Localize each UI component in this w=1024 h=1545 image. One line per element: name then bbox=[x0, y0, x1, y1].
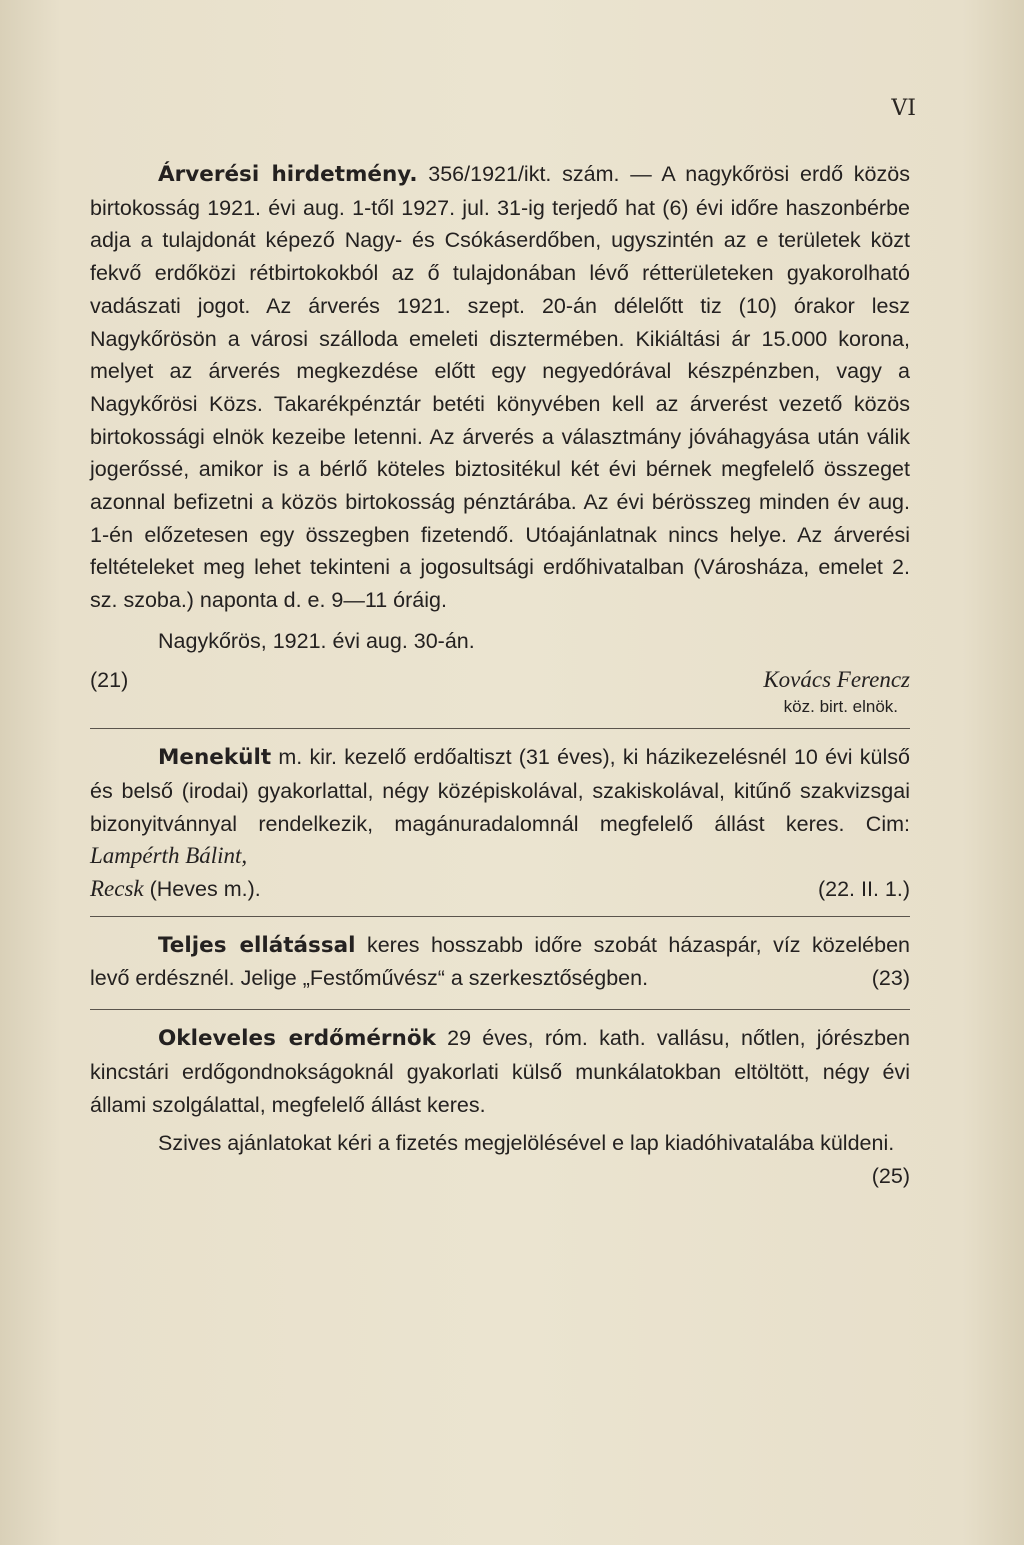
engineer-ad-ref: (25) bbox=[871, 1163, 910, 1188]
auction-notice-signature-row bbox=[90, 664, 910, 697]
auction-notice-text bbox=[90, 158, 910, 617]
auction-notice-ref: (21) bbox=[90, 667, 129, 692]
auction-notice-signature: Kovács Ferencz bbox=[763, 666, 910, 692]
forester-ad-body: m. kir. kezelő erdőaltiszt (31 éves), ki házikezelésnél 10 évi külső és belső (irodai) gyakorlattal, négy középiskolával, szakiskolával, kitűnő szakvizsgai bizonyitvánnyal rendelkezik, magánuradalomnál megfelelő állást keres. Cim: bbox=[90, 745, 910, 836]
auction-notice-signature-title: köz. birt. elnök. bbox=[783, 697, 898, 717]
room-ad-ref: (23) bbox=[871, 966, 910, 991]
engineer-ad-request-text: Szives ajánlatokat kéri a fizetés megjelölésével e lap kiadóhivatalába küldeni. bbox=[158, 1131, 895, 1156]
page-number: VI bbox=[891, 96, 916, 121]
ad-forest-engineer bbox=[90, 1022, 910, 1121]
divider bbox=[90, 1009, 910, 1010]
ad-auction-notice bbox=[90, 158, 910, 1193]
engineer-ad-body: 29 éves, róm. kath. vallásu, nőtlen, jórészben kincstári erdőgondnokságoknál gyakorlati külső munkálatokban eltöltött, négy évi állami szolgálattal, megfelelő állást keres. bbox=[90, 1026, 910, 1117]
divider bbox=[90, 728, 910, 729]
forester-ad-ref: (22. II. 1.) bbox=[817, 877, 910, 902]
forester-ad-place: Recsk bbox=[90, 876, 144, 902]
ad-forester-seeking-job bbox=[90, 741, 910, 873]
ad-room-wanted bbox=[90, 929, 910, 995]
auction-notice-heading: Árverési hirdetmény. bbox=[158, 162, 418, 187]
divider bbox=[90, 916, 910, 917]
forester-ad-county: (Heves m.). bbox=[143, 877, 261, 902]
forester-ad-name: Lampérth Bálint, bbox=[90, 843, 248, 869]
auction-notice-date: Nagykőrös, 1921. évi aug. 30-án. bbox=[158, 628, 475, 653]
forester-ad-last-line bbox=[90, 873, 910, 906]
auction-notice-body: 356/1921/ikt. szám. — A nagykőrösi erdő közös birtokosság 1921. évi aug. 1-től 1927. jul. 31-ig terjedő hat (6) évi időre haszonbérbe adja a tulajdonát képező Nagy- és Csókáserdőben, ugyszintén az e területek közt fekvő erdőközi rétbirtokokból az ő tulajdonában lévő rétterületeken gyakorolható vadászati jogot. Az árverés 1921. szept. 20-án délelőtt tiz (10) órakor lesz Nagykőrösön a városi szálloda emeleti disztermében. Kikiáltási ár 15.000 korona, melyet az árverés megkezdése előtt egy negyedórával készpénzben, vagy a Nagykőrösi Közs. Takarékpénztár betéti könyvében kell az árverést vezető közös birtokossági elnök kezeibe letenni. Az árverés a választmány jóváhagyása után válik jogerőssé, amikor is a bérlő köteles biztositékul két évi bérnek megfelelő összeget azonnal befizetni a közös birtokosság pénztárába. Az évi bérösszeg minden év aug. 1-én előzetesen egy összegben fizetendő. Utóajánlatnak nincs helye. Az árverési feltételeket meg lehet tekinteni a jogosultsági erdőhivatalban (Városháza, emelet 2. sz. szoba.) naponta d. e. 9—11 óráig. bbox=[90, 162, 910, 613]
forester-ad-heading: Menekült bbox=[158, 745, 272, 771]
engineer-ad-heading: Okleveles erdőmérnök bbox=[158, 1026, 436, 1052]
room-ad-body: keres hosszabb időre szobát házaspár, víz közelében levő erdésznél. Jelige „Festőművész“ a szerkesztőségben. bbox=[90, 932, 910, 991]
engineer-ad-request bbox=[90, 1127, 910, 1188]
room-ad-heading: Teljes ellátással bbox=[158, 932, 356, 958]
